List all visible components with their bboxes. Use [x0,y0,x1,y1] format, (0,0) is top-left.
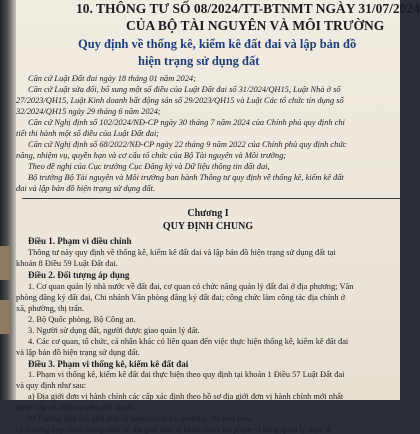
document-content [16,0,420,434]
page-edge-tab [0,246,10,280]
article-line: và lập bản đồ hiện trạng sử dụng đất. [16,348,140,357]
preamble-line: năng, nhiệm vụ, quyền hạn và cơ cấu tổ chức của Bộ Tài nguyên và Môi trường; [16,151,287,160]
preamble-line: Bộ trưởng Bộ Tài nguyên và Môi trường ban hành Thông tư quy định về thống kê, kiểm kê đất [28,173,344,182]
preamble-line: Theo đề nghị của Cục trưởng Cục Đăng ký và Dữ liệu thông tin đất đai, [28,162,270,171]
document-subtitle-line1: Quy định về thống kê, kiểm kê đất đai và lập bản đồ [78,37,357,51]
article-line: 4. Các cơ quan, tổ chức, cá nhân khác có liên quan đến việc thực hiện thống kê, kiểm kê đất đai [28,337,349,346]
horizontal-divider [22,198,400,199]
document-title: 10. THÔNG TƯ SỐ 08/2024/TT-BTNMT NGÀY 31/07/2024 [76,1,420,16]
preamble-line: đai và lập bản đồ hiện trạng sử dụng đất. [16,184,156,193]
preamble-line: 27/2023/QH15, Luật Kinh doanh bất động sản số 29/2023/QH15 và Luật Các tổ chức tín dụng số [16,96,344,105]
preamble-line: Căn cứ Nghị định số 68/2022/NĐ-CP ngày 22 tháng 9 năm 2022 của Chính phủ quy định chức [28,140,347,149]
preamble-line: Căn cứ Luật sửa đổi, bổ sung một số điều của Luật Đất đai số 31/2024/QH15, Luật Nhà ở số [28,85,341,94]
article-line: a) Địa giới đơn vị hành chính các cấp xác định theo hồ sơ địa giới đơn vị hành chính mới nhất [28,392,344,401]
article-line: và quy định như sau: [16,381,87,390]
article-line: c) Trường hợp chưa thống nhất về địa giới đơn vị hành chính thì phạm vi đang quản lý thực tế [16,425,332,434]
preamble-line: tiết thi hành một số điều của Luật Đất đai; [16,129,160,138]
preamble-line: Căn cứ Luật Đất đai ngày 18 tháng 01 năm 2024; [28,74,196,83]
book-spine-shadow [0,0,16,400]
article-line: 1. Cơ quan quản lý nhà nước về đất đai, cơ quan có chức năng quản lý đất đai ở địa phương; Văn [28,282,354,291]
chapter-title: QUY ĐỊNH CHUNG [162,221,254,232]
preamble-line: Căn cứ Nghị định số 102/2024/NĐ-CP ngày 30 tháng 7 năm 2024 của Chính phủ quy định chi [28,118,345,127]
article-line: xã, phường, thị trấn. [16,304,85,313]
chapter-number: Chương I [187,208,229,219]
preamble-line: 32/2024/QH15 ngày 29 tháng 6 năm 2024; [16,107,161,116]
article-line: 2. Bộ Quốc phòng, Bộ Công an. [28,315,136,324]
article-line: 1. Phạm vi thống kê, kiểm kê đất đai thực hiện theo quy định tại khoản 1 Điều 57 Luật Đất đai [28,370,345,379]
article-line: 3. Người sử dụng đất, người được giao quản lý đất. [28,326,200,335]
article-line: Thông tư này quy định về thống kê, kiểm kê đất đai và lập bản đồ hiện trạng sử dụng đất tại [28,248,336,257]
article-heading: Điều 2. Đối tượng áp dụng [28,270,130,280]
article-line: được cấp có thẩm quyền phê duyệt; [16,403,136,412]
document-subtitle-line2: hiện trạng sử dụng đất [138,54,260,68]
article-line: b) Trường hợp địa giới đơn vị hành chính xã, phường, thị trấn (sau [28,414,252,423]
article-line: khoản 8 Điều 59 Luật Đất đai. [16,259,118,268]
article-line: phòng đăng ký đất đai, Chi nhánh Văn phòng đăng ký đất đai; công chức làm công tác địa chính ở [16,293,346,302]
page-edge-tab [0,300,10,334]
article-heading: Điều 3. Phạm vi thống kê, kiểm kê đất đai [28,359,189,369]
issuing-authority: CỦA BỘ TÀI NGUYÊN VÀ MÔI TRƯỜNG [126,18,385,33]
article-heading: Điều 1. Phạm vi điều chỉnh [28,236,132,246]
